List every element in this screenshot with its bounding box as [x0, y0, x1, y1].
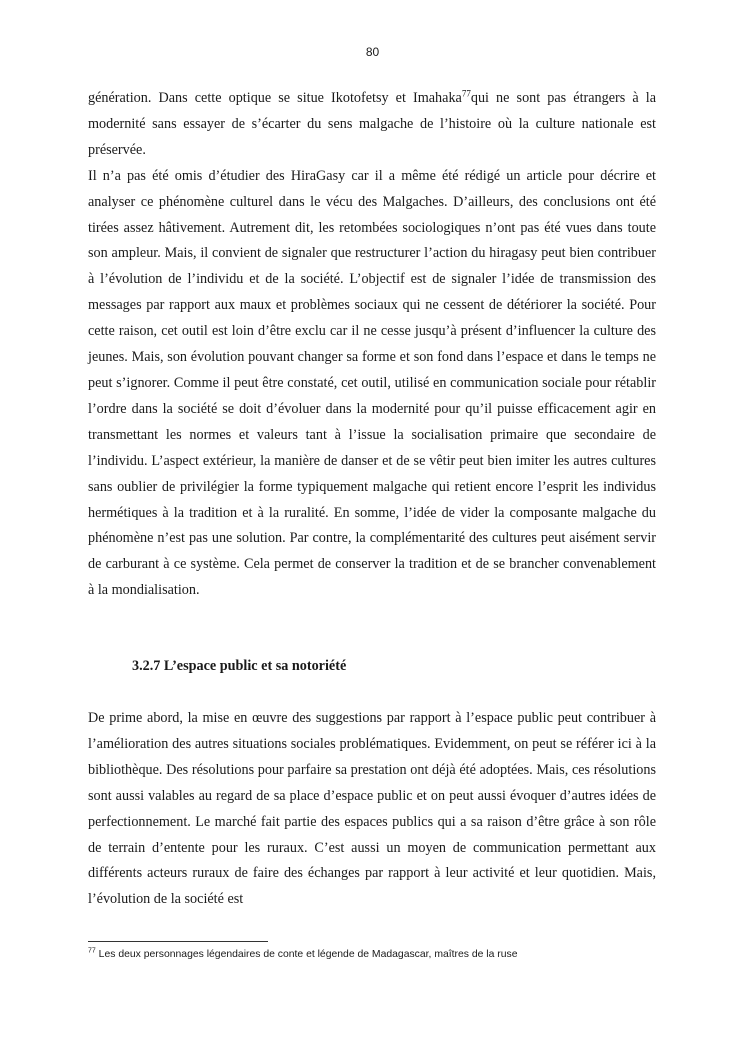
paragraph: Il n’a pas été omis d’étudier des HiraGasy car il a même été rédigé un article pour décrire et analyser ce phénomène culturel dans le vécu des Malgaches. D’ailleurs, des conclusions ont été tirées assez hâtivement. Autrement dit, les retombées sociologiques n’ont pas été vues dans toute son ampleur. Mais, il convient de signaler que restructurer l’action du hiragasy peut bien contribuer à l’évolution de l’individu et de la société. L’objectif est de signaler l’idée de transmission des messages par rapport aux maux et problèmes sociaux qui ne cessent de détériorer la société. Pour cette raison, cet outil est loin d’être exclu car il ne cesse jusqu’à présent d’influencer la culture des jeunes. Mais, son évolution pouvant changer sa forme et son fond dans l’espace et dans le temps ne peut s’ignorer. Comme il peut être constaté, cet outil, utilisé en communication sociale pour rétablir l’ordre dans la société se doit d’évoluer dans la modernité pour qu’il puisse efficacement agir en transmettant les normes et valeurs tant à l’issue la socialisation primaire que secondaire de l’individu. L’aspect extérieur, la manière de danser et de se vêtir peut bien imiter les autres cultures sans oublier de privilégier la forme typiquement malgache qui retient encore l’esprit les individus hermétiques à la tradition et à la ruralité. En somme, l’idée de vider la composante malgache du phénomène n’est pas une solution. Par contre, la complémentarité des cultures peut aisément servir de carburant à ce système. Cela permet de conserver la tradition et de se brancher convenablement à la mondialisation.: [88, 167, 656, 599]
footnote-divider: [88, 941, 268, 942]
paragraph: [88, 86, 656, 164]
section-heading: 3.2.7 L’espace public et sa notoriété: [132, 658, 347, 674]
footnote-text: Les deux personnages légendaires de conte et légende de Madagascar, maîtres de la ruse: [95, 949, 518, 960]
paragraph-text: génération. Dans cette optique se situe Ikotofetsy et Imahaka: [88, 90, 462, 106]
paragraph: De prime abord, la mise en œuvre des suggestions par rapport à l’espace public peut contribuer à l’amélioration des autres situations sociales problématiques. Evidemment, on peut se référer ici à la bibliothèque. Des résolutions pour parfaire sa prestation ont déjà été adoptées. Mais, ces résolutions sont aussi valables au regard de sa place d’espace public et on peut aussi évoquer d’autres idées de perfectionnement. Le marché fait partie des espaces publics qui a sa raison d’être grâce à son rôle de terrain d’entente pour les ruraux. C’est aussi un moyen de communication permettant aux différents acteurs ruraux de faire des échanges par rapport à leur activité et leur quotidien. Mais, l’évolution de la société est: [88, 710, 656, 908]
paragraph-text: qui ne sont pas étrangers à la modernité sans essayer de s’écarter du sens malgache de l’histoire où la culture nationale est préservée.: [88, 90, 656, 158]
body-text-block: [88, 86, 656, 604]
body-text-block: [88, 706, 656, 913]
page-number: 80: [365, 45, 380, 59]
footnote-reference[interactable]: 77: [461, 88, 471, 99]
footnote: [88, 948, 517, 962]
footnote-number: 77: [88, 947, 96, 955]
